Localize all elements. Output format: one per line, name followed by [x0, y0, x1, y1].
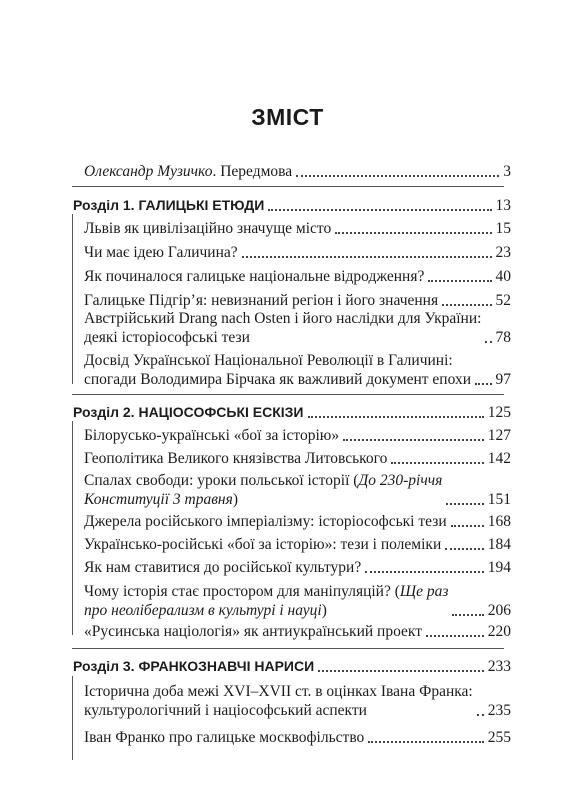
leader-dots	[426, 635, 484, 637]
section-bracket	[72, 676, 73, 760]
section-label: Розділ 3.	[73, 658, 135, 674]
leader-dots	[368, 741, 483, 743]
leader-dots	[335, 232, 491, 234]
toc-entry-preface[interactable]	[84, 162, 511, 181]
section-name: НАЦІОСОФСЬКІ ЕСКІЗИ	[138, 404, 304, 420]
page-number: 168	[487, 513, 511, 530]
toc-section-1[interactable]	[73, 196, 511, 215]
section-label: Розділ 2.	[73, 404, 135, 420]
toc-entry[interactable]: Галицьке Підгір’я: невизнаний регіон і його значення 52	[84, 292, 511, 309]
leader-dots	[242, 256, 492, 258]
toc-entry[interactable]: Досвід Української Національної Революції в Галичині: спогади Володимира Бірчака як важливий документ епохи 97	[84, 352, 511, 388]
section-bracket	[72, 214, 73, 384]
page-number: 13	[495, 197, 511, 214]
page-number: 52	[495, 292, 511, 309]
toc-entry[interactable]: Іван Франко про галицьке москвофільство 255	[84, 729, 511, 746]
leader-dots	[296, 175, 499, 177]
page-number: 151	[487, 491, 511, 508]
section-separator	[72, 186, 504, 187]
leader-dots	[477, 714, 484, 716]
section-name: ГАЛИЦЬКІ ЕТЮДИ	[138, 197, 265, 213]
leader-dots	[451, 525, 484, 527]
toc-entry[interactable]: Українсько-російські «бої за історію»: тези і полеміки 184	[84, 536, 511, 553]
leader-dots	[318, 670, 484, 672]
toc-entry[interactable]: Чому історія стає простором для маніпуляцій? (Ще раз про неоліберализм в культурі і науці) 206	[84, 583, 511, 619]
page-number: 3	[503, 163, 511, 180]
page-number: 23	[495, 244, 511, 261]
page-number: 40	[495, 268, 511, 285]
section-separator	[72, 394, 504, 395]
leader-dots	[365, 571, 484, 573]
page-title: ЗМІСТ	[251, 104, 324, 130]
page-number: 15	[495, 220, 511, 237]
toc-entry[interactable]: Як починалося галицьке національне відродження? 40	[84, 268, 511, 285]
section-name: ФРАНКОЗНАВЧІ НАРИСИ	[138, 658, 315, 674]
leader-dots	[391, 462, 483, 464]
leader-dots	[446, 503, 483, 505]
page-number: 220	[487, 623, 511, 640]
section-bracket	[72, 421, 73, 635]
page-number: 184	[487, 536, 511, 553]
toc-entry[interactable]: Спалах свободи: уроки польської історії (До 230-річчя Конституції 3 травня) 151	[84, 472, 511, 508]
toc-entry[interactable]: Австрійський Drang nach Osten і його наслідки для України: деякі історіософські тези 78	[84, 310, 511, 346]
leader-dots	[445, 548, 484, 550]
toc-entry[interactable]: «Русинська націологія» як антиукраїнський проект 220	[84, 623, 511, 640]
toc-section-3[interactable]	[73, 657, 511, 676]
toc-entry[interactable]: Білорусько-українські «бої за історію» 127	[84, 427, 511, 444]
toc-entry[interactable]: Як нам ставитися до російської культури? 194	[84, 559, 511, 576]
page-number: 127	[487, 427, 511, 444]
page-number: 125	[487, 404, 511, 421]
toc-entry[interactable]: Львів як цивілізаційно значуще місто 15	[84, 220, 511, 237]
leader-dots	[428, 280, 491, 282]
toc-entry[interactable]: Джерела російського імперіалізму: історіософські тези 168	[84, 513, 511, 530]
page-number: 235	[487, 702, 511, 719]
leader-dots	[452, 614, 483, 616]
section-label: Розділ 1.	[73, 197, 135, 213]
leader-dots	[475, 383, 492, 385]
toc-section-2[interactable]	[73, 403, 511, 422]
section-separator	[72, 648, 504, 649]
leader-dots	[485, 341, 491, 343]
toc-entry[interactable]: Історична доба межі XVI–XVII ст. в оцінках Івана Франка: культурологічний і націософський аспекти 235	[84, 683, 511, 719]
leader-dots	[343, 439, 484, 441]
preface-author: Олександр Музичко	[84, 163, 213, 180]
toc-entry[interactable]: Геополітика Великого князівства Литовського 142	[84, 450, 511, 467]
page-number: 194	[487, 559, 511, 576]
page-number: 206	[487, 602, 511, 619]
leader-dots	[442, 304, 491, 306]
leader-dots	[308, 416, 484, 418]
page-number: 255	[487, 729, 511, 746]
page-number: 97	[495, 371, 511, 388]
preface-title: . Передмова	[212, 163, 293, 180]
toc-entry[interactable]: Чи має ідею Галичина? 23	[84, 244, 511, 261]
page-number: 233	[487, 658, 511, 675]
page-number: 142	[487, 450, 511, 467]
leader-dots	[268, 209, 491, 211]
page-number: 78	[495, 329, 511, 346]
